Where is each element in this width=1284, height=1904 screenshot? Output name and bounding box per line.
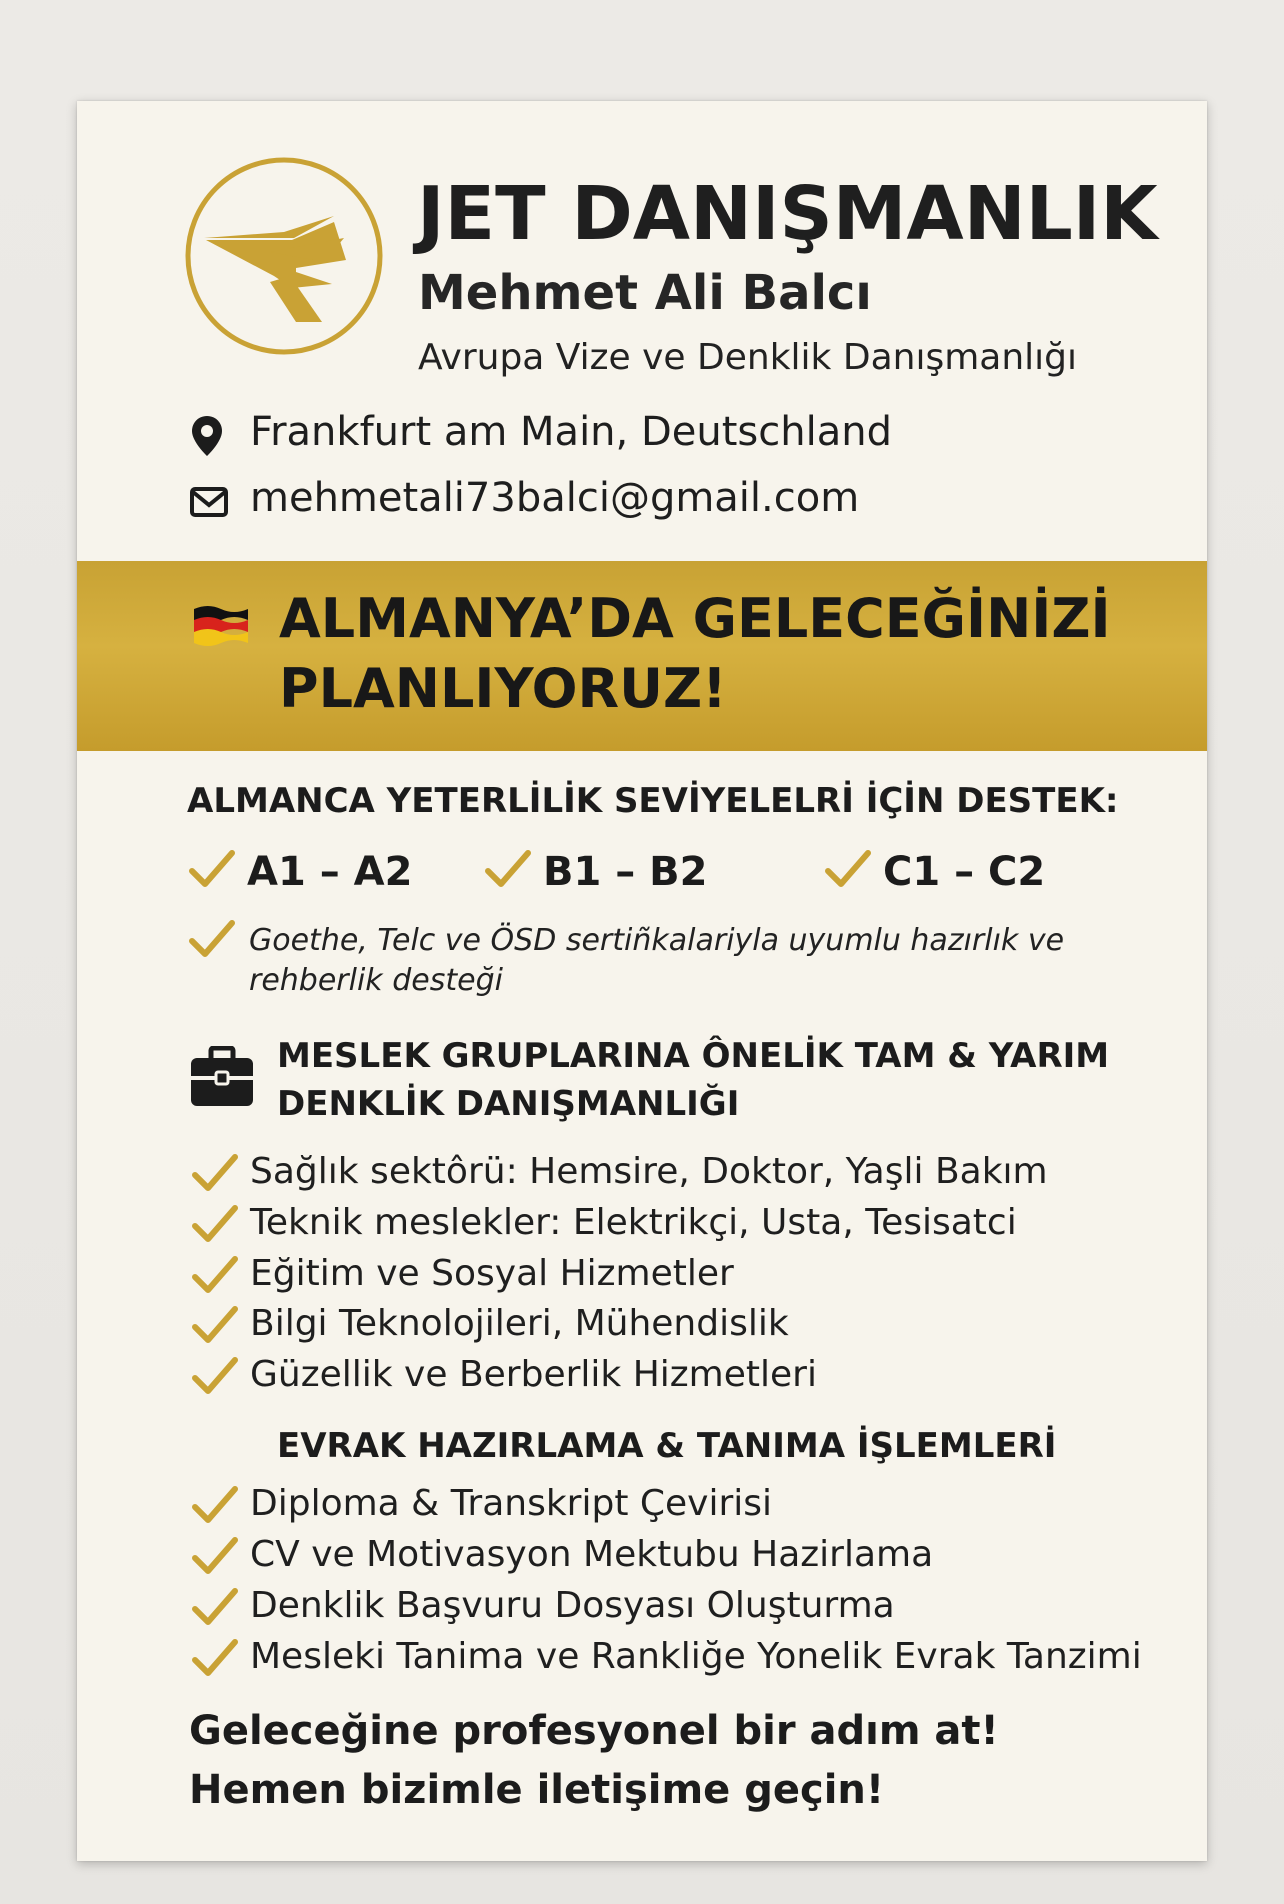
location-pin-icon [189,414,225,458]
check-icon [192,1356,238,1396]
briefcase-icon [189,1046,255,1108]
level-b1-b2: B1 – B2 [543,849,708,895]
check-icon [189,849,235,889]
check-icon [192,1204,238,1244]
cta-line-2: Hemen bizimle iletişime geçin! [189,1767,885,1813]
cta-line-1: Geleceğine profesyonel bir adım at! [189,1708,999,1754]
plane-logo-icon [184,156,384,356]
level-c1-c2: C1 – C2 [883,849,1046,895]
company-name: JET DANIŞMANLIK [417,171,1158,257]
location-text: Frankfurt am Main, Deutschland [250,409,892,455]
certificate-note-line-1: Goethe, Telc ve ÖSD sertiñkalariyla uyumlu hazırlık ve [249,923,1065,958]
certificate-note-line-2: rehberlik desteği [249,963,503,998]
check-icon [192,1638,238,1678]
language-section-title: ALMANCA YETERLİLİK SEVİYELELRİ İÇİN DESTEK: [187,781,1119,821]
check-icon [825,849,871,889]
check-icon [192,1536,238,1576]
profession-item: Güzellik ve Berberlik Hizmetleri [250,1354,817,1395]
document-item: Diploma & Transkript Çevirisi [250,1483,773,1524]
profession-item: Eğitim ve Sosyal Hizmetler [250,1253,734,1294]
profession-item: Sağlık sektôrü: Hemsire, Doktor, Yaşli Bakım [250,1151,1048,1192]
check-icon [192,1485,238,1525]
check-icon [189,919,235,959]
professions-section-title-line-2: DENKLİK DANIŞMANLIĞI [277,1084,740,1124]
person-name: Mehmet Ali Balcı [418,265,872,321]
document-item: Denklik Başvuru Dosyası Oluşturma [250,1585,895,1626]
documents-section-title: EVRAK HAZIRLAMA & TANIMA İŞLEMLERİ [277,1426,1057,1466]
check-icon [192,1153,238,1193]
check-icon [485,849,531,889]
level-a1-a2: A1 – A2 [247,849,413,895]
profession-item: Bilgi Teknolojileri, Mühendislik [250,1303,789,1344]
check-icon [192,1587,238,1627]
profession-item: Teknik meslekler: Elektrikçi, Usta, Tesisatci [250,1202,1017,1243]
check-icon [192,1255,238,1295]
mail-icon [189,484,229,520]
company-tagline: Avrupa Vize ve Denklik Danışmanlığı [418,337,1078,378]
check-icon [192,1305,238,1345]
business-card [77,101,1207,1861]
document-item: CV ve Motivasyon Mektubu Hazirlama [250,1534,934,1575]
email-link[interactable]: mehmetali73balci@gmail.com [250,475,860,521]
document-item: Mesleki Tanima ve Rankliğe Yonelik Evrak Tanzimi [250,1636,1142,1677]
banner-headline-line-2: PLANLIYORUZ! [279,657,727,720]
banner-headline-line-1: ALMANYA’DA GELECEĞİNİZİ [279,587,1111,650]
professions-section-title-line-1: MESLEK GRUPLARINA ÔNELİK TAM & YARIM [277,1036,1110,1076]
germany-flag-icon [192,603,250,649]
